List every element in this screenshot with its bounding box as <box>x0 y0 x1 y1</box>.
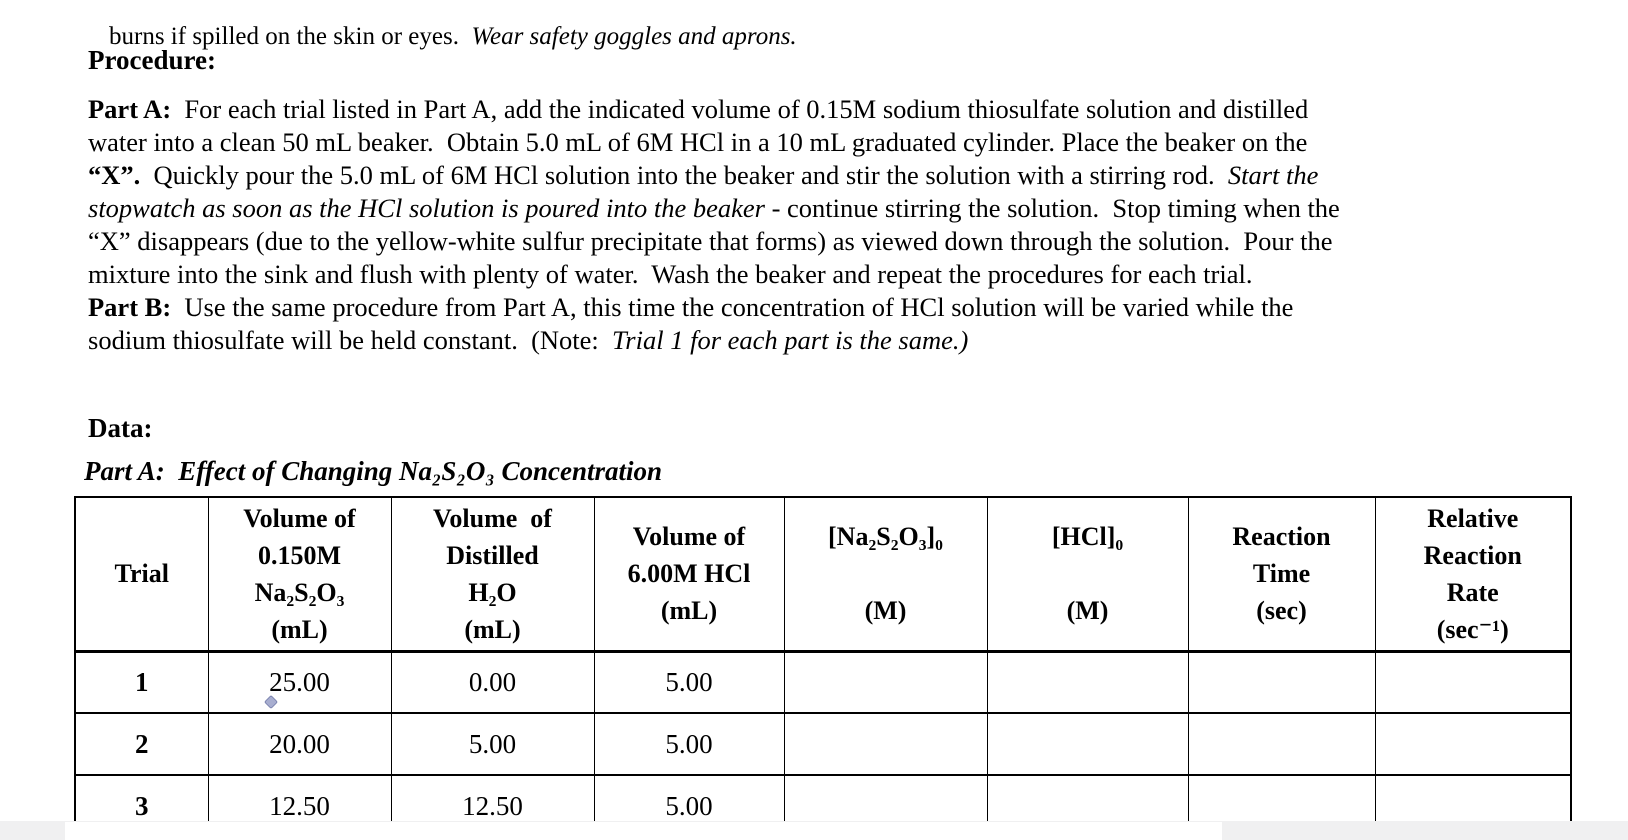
clipped-text-part1: burns if spilled on the skin or eyes. <box>109 23 459 50</box>
cell-hcl-conc-2[interactable] <box>987 713 1188 775</box>
cell-na2s2o3-conc-1[interactable] <box>784 651 987 713</box>
data-table <box>74 496 1572 838</box>
cell-vol-hcl-2: 5.00 <box>594 713 784 775</box>
header-hcl-concentration: [HCl]₀ (M) <box>987 497 1188 651</box>
header-reaction-time: Reaction Time (sec) <box>1188 497 1375 651</box>
paragraph-line: “X”. Quickly pour the 5.0 mL of 6M HCl solution into the beaker and stir the solution with a stirring rod. Start the <box>88 160 1319 190</box>
paragraph-line: Part B: Use the same procedure from Part A, this time the concentration of HCl solution will be varied while the <box>88 292 1294 322</box>
cell-vol-na2s2o3-2: 20.00 <box>208 713 391 775</box>
clipped-text-part2: Wear safety goggles and aprons. <box>458 23 797 50</box>
header-volume-na2s2o3: Volume of 0.150M Na₂S₂O₃ (mL) <box>208 497 391 651</box>
cell-trial-3: 3 <box>75 775 208 837</box>
horizontal-scrollbar-track[interactable] <box>0 821 1628 840</box>
cell-trial-1: 1 <box>75 651 208 713</box>
paragraph-line: water into a clean 50 mL beaker. Obtain 5.0 mL of 6M HCl in a 10 mL graduated cylinder. Place the beaker on the <box>88 127 1308 157</box>
cell-vol-water-1: 0.00 <box>391 651 594 713</box>
horizontal-scrollbar-thumb[interactable] <box>65 822 1222 840</box>
cell-na2s2o3-conc-2[interactable] <box>784 713 987 775</box>
paragraph-line: “X” disappears (due to the yellow-white sulfur precipitate that forms) as viewed down through the solution. Pour the <box>88 226 1333 256</box>
header-na2s2o3-concentration: [Na₂S₂O₃]₀ (M) <box>784 497 987 651</box>
data-heading: Data: <box>88 413 153 443</box>
paragraph-line: stopwatch as soon as the HCl solution is poured into the beaker - continue stirring the solution. Stop timing when the <box>88 193 1340 223</box>
table-row <box>75 651 1571 713</box>
cell-reaction-time-1[interactable] <box>1188 651 1375 713</box>
cell-trial-2: 2 <box>75 713 208 775</box>
cell-vol-na2s2o3-3: 12.50 <box>208 775 391 837</box>
cell-vol-water-3: 12.50 <box>391 775 594 837</box>
procedure-paragraph <box>88 93 1340 357</box>
clipped-text-line <box>0 0 1628 50</box>
cell-hcl-conc-1[interactable] <box>987 651 1188 713</box>
header-relative-reaction-rate: Relative Reaction Rate (sec⁻¹) <box>1375 497 1571 651</box>
table-title: Part A: Effect of Changing Na₂S₂O₃ Concentration <box>84 456 663 486</box>
procedure-heading: Procedure: <box>88 45 216 75</box>
header-volume-hcl: Volume of 6.00M HCl (mL) <box>594 497 784 651</box>
paragraph-line: sodium thiosulfate will be held constant. (Note: Trial 1 for each part is the same.) <box>88 325 969 355</box>
header-volume-water: Volume of Distilled H₂O (mL) <box>391 497 594 651</box>
cell-vol-na2s2o3-1: 25.00 <box>208 651 391 713</box>
paragraph-line: Part A: For each trial listed in Part A, add the indicated volume of 0.15M sodium thiosulfate solution and distilled <box>88 94 1309 124</box>
cell-vol-hcl-1: 5.00 <box>594 651 784 713</box>
cell-reaction-rate-1[interactable] <box>1375 651 1571 713</box>
cell-reaction-time-2[interactable] <box>1188 713 1375 775</box>
cell-vol-hcl-3: 5.00 <box>594 775 784 837</box>
cell-reaction-rate-2[interactable] <box>1375 713 1571 775</box>
table-header-row <box>75 497 1571 651</box>
cell-vol-water-2: 5.00 <box>391 713 594 775</box>
paragraph-line: mixture into the sink and flush with plenty of water. Wash the beaker and repeat the procedures for each trial. <box>88 259 1253 289</box>
table-row <box>75 713 1571 775</box>
header-trial: Trial <box>75 497 208 651</box>
